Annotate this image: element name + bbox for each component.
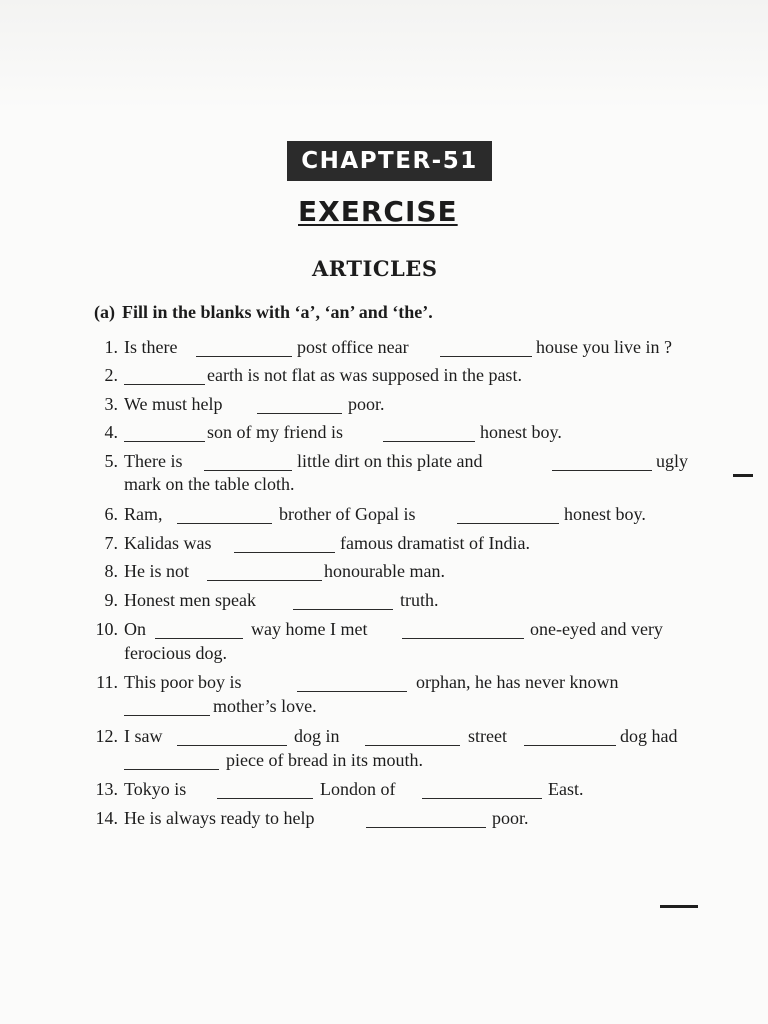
- question-text: I saw: [124, 726, 163, 746]
- question-text: son of my friend is: [207, 422, 343, 442]
- question-line: [0, 365, 768, 391]
- answer-blank: [124, 715, 210, 716]
- answer-blank: [440, 356, 532, 357]
- answer-blank: [124, 769, 219, 770]
- question-line: [0, 750, 768, 776]
- answer-blank: [552, 470, 652, 471]
- answer-blank: [177, 745, 287, 746]
- question-text: ugly: [656, 451, 689, 471]
- question-number: 6.: [104, 504, 118, 524]
- question-text: On: [124, 619, 146, 639]
- question-number: 2.: [104, 365, 118, 385]
- answer-blank: [457, 523, 559, 524]
- question-text: one-eyed and very: [530, 619, 663, 639]
- question-line: [0, 619, 768, 645]
- instruction: [94, 302, 433, 323]
- answer-blank: [297, 691, 407, 692]
- question-text: dog had: [620, 726, 678, 746]
- question-text: little dirt on this plate and: [297, 451, 483, 471]
- chapter-label: CHAPTER-51: [287, 141, 492, 181]
- instruction-text: Fill in the blanks with ‘a’, ‘an’ and ‘the’.: [122, 302, 433, 322]
- question-line: [0, 422, 768, 448]
- question-number: 14.: [95, 808, 118, 828]
- answer-blank: [383, 441, 475, 442]
- answer-blank: [177, 523, 272, 524]
- question-number: 13.: [95, 779, 118, 799]
- answer-blank: [155, 638, 243, 639]
- question-text: orphan, he has never known: [416, 672, 619, 692]
- question-text: mother’s love.: [213, 696, 317, 716]
- question-text: mark on the table cloth.: [124, 474, 295, 494]
- answer-blank: [257, 413, 342, 414]
- question-text: honourable man.: [324, 561, 445, 581]
- question-line: [0, 337, 768, 363]
- question-text: poor.: [492, 808, 529, 828]
- answer-blank: [196, 356, 292, 357]
- question-line: [0, 779, 768, 805]
- answer-blank: [524, 745, 616, 746]
- question-line: [0, 504, 768, 530]
- answer-blank: [217, 798, 313, 799]
- question-line: [0, 590, 768, 616]
- question-text: famous dramatist of India.: [340, 533, 530, 553]
- question-line: [0, 672, 768, 698]
- question-text: Kalidas was: [124, 533, 212, 553]
- answer-blank: [207, 580, 322, 581]
- question-number: 7.: [104, 533, 118, 553]
- question-text: dog in: [294, 726, 340, 746]
- question-number: 5.: [104, 451, 118, 471]
- question-text: truth.: [400, 590, 439, 610]
- question-text: house you live in ?: [536, 337, 672, 357]
- question-number: 8.: [104, 561, 118, 581]
- question-text: brother of Gopal is: [279, 504, 416, 524]
- question-line: [0, 533, 768, 559]
- question-number: 9.: [104, 590, 118, 610]
- question-text: This poor boy is: [124, 672, 242, 692]
- question-text: earth is not flat as was supposed in the past.: [207, 365, 522, 385]
- answer-blank: [204, 470, 292, 471]
- question-number: 11.: [96, 672, 118, 692]
- question-text: piece of bread in its mouth.: [226, 750, 423, 770]
- exercise-title: EXERCISE: [298, 195, 458, 228]
- answer-blank: [234, 552, 335, 553]
- question-text: ferocious dog.: [124, 643, 227, 663]
- question-number: 4.: [104, 422, 118, 442]
- question-text: He is always ready to help: [124, 808, 315, 828]
- question-line: [0, 643, 768, 669]
- answer-blank: [124, 441, 205, 442]
- question-number: 3.: [104, 394, 118, 414]
- question-text: honest boy.: [564, 504, 646, 524]
- question-line: [0, 561, 768, 587]
- question-text: We must help: [124, 394, 223, 414]
- question-line: [0, 474, 768, 500]
- question-number: 1.: [104, 337, 118, 357]
- question-text: Ram,: [124, 504, 163, 524]
- question-text: honest boy.: [480, 422, 562, 442]
- edge-mark: [733, 474, 753, 477]
- question-text: He is not: [124, 561, 189, 581]
- answer-blank: [365, 745, 460, 746]
- question-line: [0, 696, 768, 722]
- question-text: East.: [548, 779, 584, 799]
- edge-mark: [660, 905, 698, 908]
- question-text: There is: [124, 451, 183, 471]
- answer-blank: [422, 798, 542, 799]
- question-text: poor.: [348, 394, 385, 414]
- question-line: [0, 394, 768, 420]
- question-text: Is there: [124, 337, 178, 357]
- question-number: 12.: [95, 726, 118, 746]
- question-line: [0, 726, 768, 752]
- instruction-label: (a): [94, 302, 115, 322]
- question-text: way home I met: [251, 619, 368, 639]
- question-text: street: [468, 726, 507, 746]
- question-text: Honest men speak: [124, 590, 256, 610]
- answer-blank: [124, 384, 205, 385]
- question-text: Tokyo is: [124, 779, 187, 799]
- question-line: [0, 808, 768, 834]
- question-text: London of: [320, 779, 396, 799]
- section-title: ARTICLES: [312, 256, 438, 281]
- question-number: 10.: [95, 619, 118, 639]
- question-text: post office near: [297, 337, 409, 357]
- page-shading: [0, 0, 768, 110]
- answer-blank: [366, 827, 486, 828]
- answer-blank: [402, 638, 524, 639]
- answer-blank: [293, 609, 393, 610]
